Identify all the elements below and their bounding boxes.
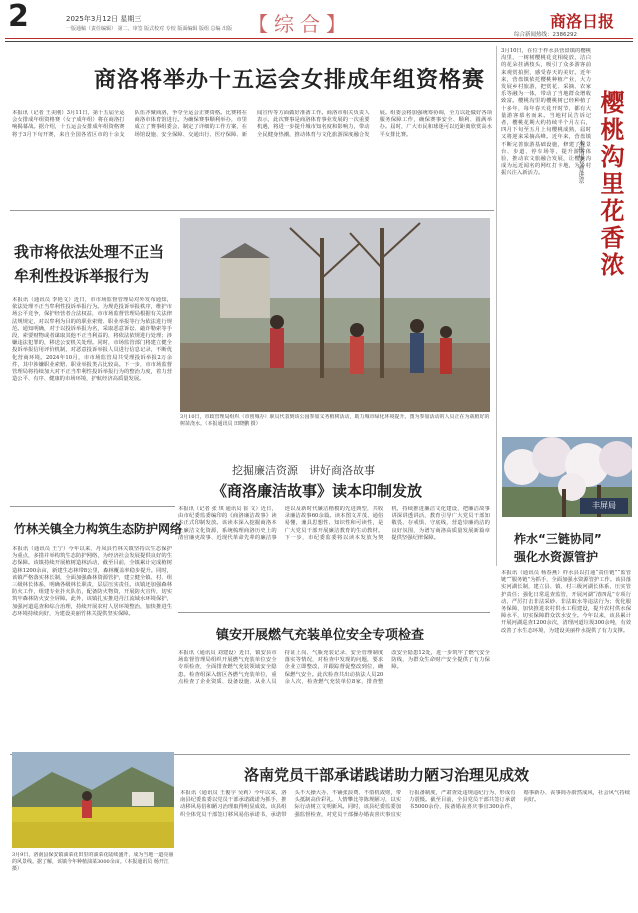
headline-complaint (14, 240, 164, 288)
rapeseed-caption: 3月9日，洛南县保安镇油菜花田里的油菜花陆续盛开，成为当地一道亮丽的风景线。据了解，该镇今年种植油菜3000余亩。（本报通讯员 杨开江 摄） (12, 852, 174, 872)
divider (10, 506, 175, 507)
header-rule (5, 38, 633, 39)
article-gas-inspection-body: 本报讯（通讯员 刘建设）近日，镇安县市场监督管理局组织开展燃气充装单位安全专项检查，全面排查燃气充装领域安全隐患。检查组深入辖区各燃气充装单位，重点检查了企业资质、设备设施、从业人员持证上岗、气瓶充装记录、安全管理制度落实等情况，对检查中发现的问题，要求企业立即整改，并跟踪督促整改到位，确保燃气安全。此次检查共出动执法人员20余人次，检查燃气充装单位8家，排查整改安全隐患12处，进一步筑牢了燃气安全防线，为群众生命财产安全提供了有力保障。 (178, 650, 490, 685)
header-rule-2 (5, 41, 633, 42)
headline-complaint-line2: 牟利性投诉举报行为 (14, 267, 150, 285)
article-integrity-body: 本报讯（记者 张 琪 通讯员 崔 文）近日，由市纪委监委编印的《商洛廉洁故事》读本正式印制发放。该读本深入挖掘商洛本土廉洁文化资源，系统梳理商洛历史上的清官廉吏故事、近现代革命先辈的廉洁事迹以及新时代廉洁楷模的先进典型，共收录廉洁故事60余篇。读本图文并茂、通俗易懂，兼具思想性、知识性和可读性，是广大党员干部开展廉洁教育的生动教材。下一步，市纪委监委将以读本发放为契机，持续推进廉洁文化建设，把廉洁故事讲深讲透讲活，教育引导广大党员干部知敬畏、存戒惧、守底线，营造崇廉尚洁的良好氛围，为谱写商洛高质量发展新篇章提供坚强纪律保障。 (178, 506, 490, 541)
headline-zhashui-line1: 柞水“三链协同” (514, 532, 602, 546)
rapeseed-field-photo (12, 752, 174, 848)
headline-gas-inspection: 镇安开展燃气充装单位安全专项检查 (216, 628, 425, 643)
headline-integrity: 《商洛廉洁故事》读本印制发放 (212, 482, 423, 500)
section-title: 【综合】 (248, 12, 352, 36)
stamp-logo: 丰屏局 (580, 498, 628, 514)
issue-date: 2025年3月12日 星期三 (66, 15, 142, 23)
article-zhulinguan-body: 本报讯（通讯员 王宁）今年以来，丹凤县竹林关镇坚持以生态保护为重点，多措并举构筑生态防护网络，为经济社会发展提供良好的生态保障。该镇持续开展植树造林活动，截至目前，全镇累计完成植树造林1200余亩，新建生态林带8公里，森林覆盖率稳步提升。同时，该镇严格落实林长制，全面加强森林资源管护，建立健全镇、村、组三级林长体系，明确各级林长职责，层层压实责任。该镇还加强森林防火工作，组建专业扑火队伍，配备防火物资，开展防火宣传，切实筑牢森林防火安全屏障。此外，该镇扎实推进丹江流域水环境保护，加强河道巡查和综合治理，持续开展农村人居环境整治，加快推进生态环境持续向好，为建设美丽竹林关提供坚实保障。 (12, 546, 172, 617)
headline-zhashui (514, 530, 602, 566)
kicker-integrity: 挖掘廉洁资源 讲好商洛故事 (232, 464, 375, 477)
masthead-logo: 商洛日报 (550, 12, 615, 31)
article-cherry-body-cont (501, 300, 631, 436)
cherry-byline: 本报记者 曹进京 (577, 140, 584, 184)
divider (178, 612, 490, 613)
headline-luonan: 洛南党员干部承诺践诺助力陋习治理见成效 (244, 766, 530, 784)
headline-complaint-line1: 我市将依法处理不正当 (14, 243, 165, 261)
editor-credits: 一版通稿（责任编辑） 第二、审签 版式校对 专校 版面编辑 版组 总编 出版 (66, 26, 233, 32)
headline-zhashui-line2: 强化水资源管护 (514, 550, 599, 564)
article-luonan-body: 本报讯（通讯员 王俊宇 吴莉）今年以来，洛南县纪委监委以党员干部承诺践诺为抓手，推动移风易俗和陋习治理取得明显成效。该县组织全体党员干部签订移风易俗承诺书，承诺带头不大操大办、不铺张浪费、不借机敛财，带头抵制高价彩礼、人情攀比等陈规陋习，以实际行动树立文明新风。同时，该县纪委监委加强监督检查，对党员干部操办婚丧喜庆事宜实行报备制度，严肃查处违规违纪行为，形成有力震慑。截至目前，全县党员干部共签订承诺书5000余份，报备婚丧喜庆事宜300余件，婚事新办、丧事简办蔚然成风，社会风气持续向好。 (180, 790, 630, 818)
news-hotline: 综合新闻热线：2386292 (514, 32, 577, 38)
headline-cherry: 樱桃沟里花香浓 (596, 90, 624, 279)
article-volleyball-body: 本报讯（记者 王美刚）3月11日，第十五届全运会女排成年组资格赛（女子成年组）将在商洛打响揭幕战。据介绍，十五运会女排成年组资格赛将于3月下旬开赛，来自全国各省区市的十余支队伍齐聚商洛，争夺全运会正赛资格。比赛将在商洛市体育馆进行。为确保赛事顺利举办，市里成立了赛事组委会，制定了详细的工作方案，在场馆设施、安全保障、交通出行、医疗保障、新闻宣传等方面做好准备工作。商洛市相关负责人表示，此次赛事是商洛体育事业发展的一次重要机遇，将进一步提升城市知名度和影响力，带动全民健身热潮，推动体育与文化旅游深度融合发展。组委会将加强统筹协调，全力以赴做好各项服务保障工作，确保赛事安全、顺利、圆满举办。届时，广大市民和球迷可以近距离欣赏高水平女排比赛。 (12, 110, 492, 138)
article-complaint-body: 本报讯（通讯员 李艳文）近日，市市场监督管理局对外发布通知，依法处理不正当牟利性投诉举报行为。为规范投诉举报秩序，维护市场公平竞争，保护经营者合法权益，市市场监督管理局根据有关法律法规规定，对以牟利为目的的职业索赔、职业举报等行为依法进行规范。通知明确，对于以投诉举报为名，采取恶意诉讼、敲诈勒索等手段，索要财物或者谋取其他不正当利益的，将依法依规进行处理；涉嫌违法犯罪的，移送公安机关处理。同时，市场监管部门将建立健全投诉举报信用评价机制，对恶意投诉举报人员进行信息记录，不断优化营商环境。2024年10月，市市场监管局共受理投诉举报2万余件，其中涉嫌职业索赔、职业举报类占比较高。下一步，市市场监督管理局将持续加大对不正当牟利性投诉举报行为的整治力度，着力营造公平、有序、健康的市场环境，护航经济高质量发展。 (12, 297, 172, 383)
column-rule (496, 46, 497, 566)
article-zhashui-body: 本报讯（通讯员 杨春燕）柞水县以打通“责任链”“监管链”“服务链”为抓手，全面加强水资源管护工作。该县落实河湖长制，建立县、镇、村三级河湖长体系，压实管护责任；强化日常巡查监管，开展河湖“清四乱”专项行动，严厉打击非法采砂、非法取水等违法行为；优化服务保障，加快推进农村供水工程建设，提升农村供水保障水平，切实保障群众饮水安全。今年以来，该县累计开展河湖巡查1200余次，清理河道垃圾300余吨，有效改善了水生态环境，为建设美丽柞水提供了有力支撑。 (501, 570, 631, 634)
page-number: 2 (8, 0, 29, 34)
article-cherry-body: 3月10日，在位于柞水县营盘镇的樱桃沟里，一树树樱桃花竞相绽放，洁白的花朵挂满枝头，吸引了众多游客前来观赏拍照，感受春天的美好。近年来，营盘镇依托樱桃种植产业，大力发展乡村旅游，把赏花、采摘、农家乐等融为一体，带动了当地群众增收致富。樱桃沟里的樱桃树已经种植了十多年，每年春天花开时节，都有大量游客慕名而来。当地村民告诉记者，樱桃花期大约持续半个月左右，四月下旬至五月上旬樱桃成熟，届时又将迎来采摘高峰。近年来，营盘镇不断完善旅游基础设施，修建了观景台、步道、停车场等，提升游客体验，推动农文旅融合发展，让樱桃沟成为远近闻名的网红打卡地，为乡村振兴注入新活力。 (501, 48, 591, 177)
headline-volleyball: 商洛将举办十五运会女排成年组资格赛 (94, 68, 486, 93)
tree-planting-photo (180, 218, 490, 412)
divider (10, 210, 494, 211)
headline-zhulinguan: 竹林关镇全力构筑生态防护网络 (14, 522, 183, 536)
tree-planting-caption: 3月10日，市政管理局组织（市创城办）职员代表到该公园参加义务植树活动，助力城市绿化环境提升。图为参加活动的人员正在为栽植好的树苗浇水。（本报通讯员 田晓鹏 摄） (180, 414, 490, 427)
